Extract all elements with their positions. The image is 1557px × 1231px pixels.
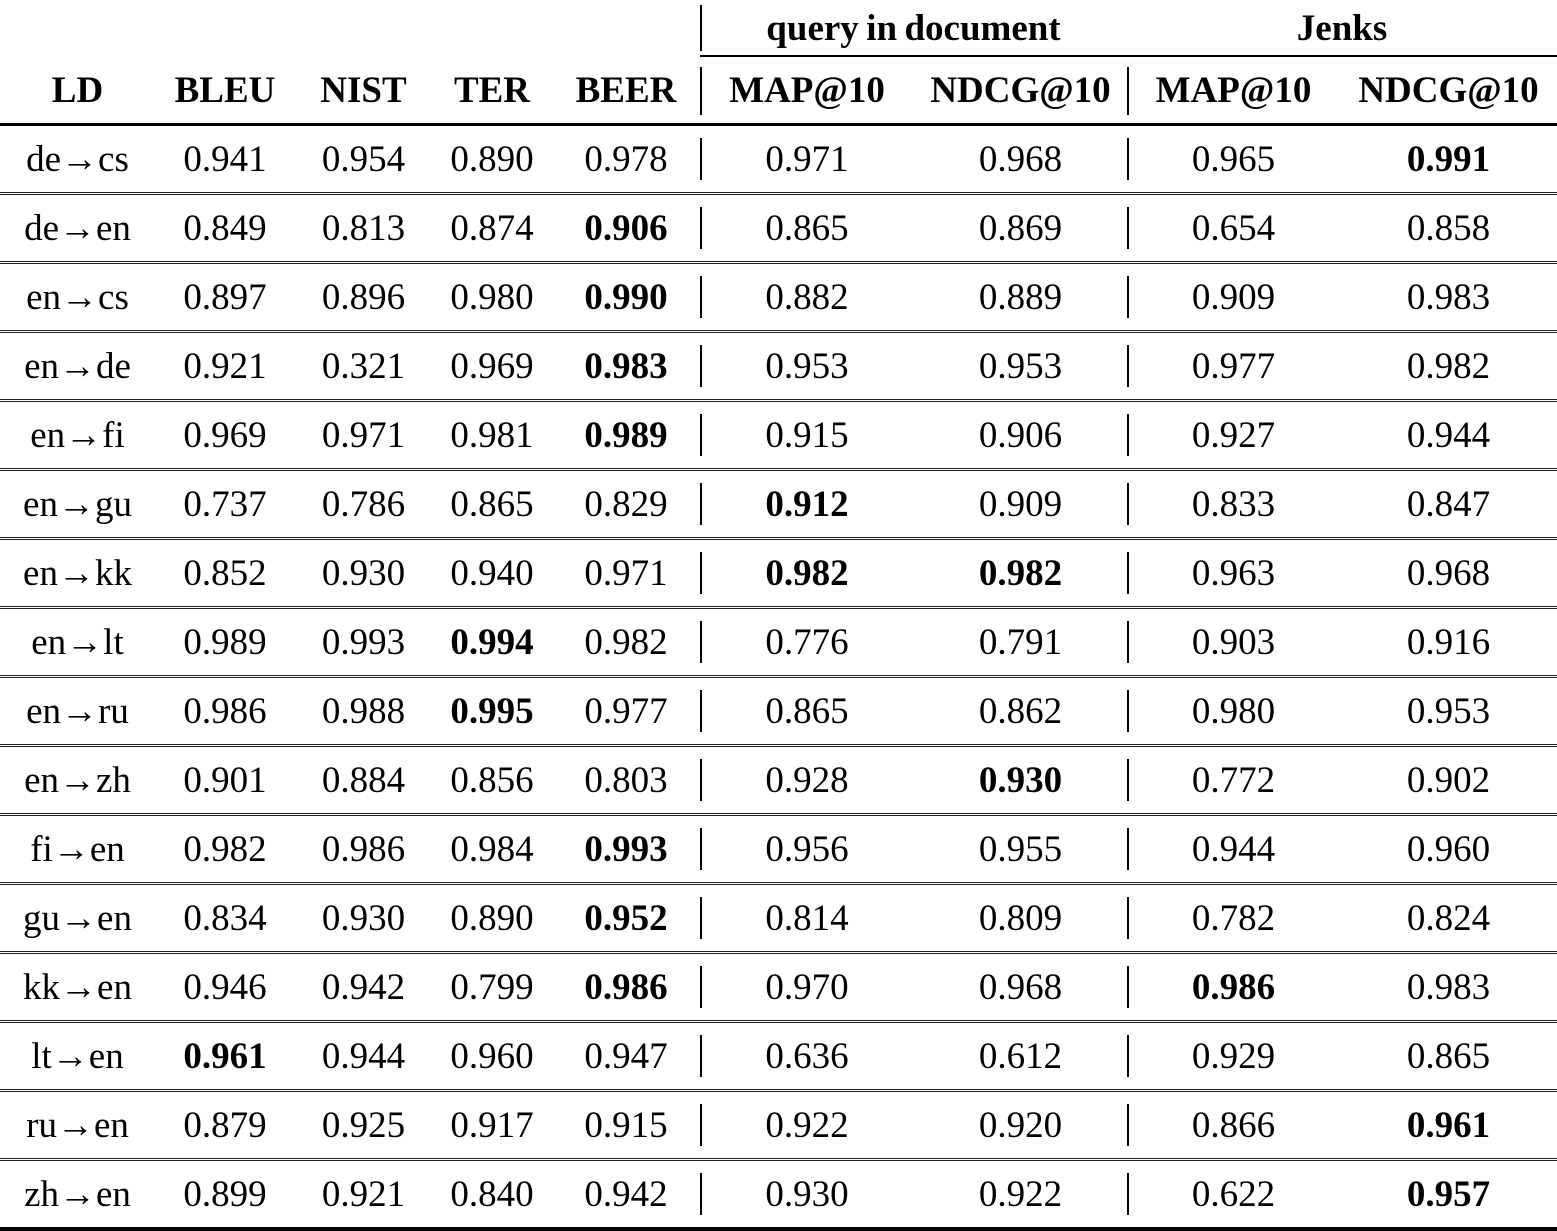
column-header-row (0, 57, 1557, 125)
cell-ter: 0.969 (432, 332, 552, 401)
cell-jenks-ndcg10: 0.865 (1340, 1022, 1557, 1091)
cell-nist: 0.930 (295, 539, 432, 608)
group-header-row (0, 0, 1557, 57)
cell-bleu: 0.941 (155, 125, 295, 194)
column-header-beer: BEER (575, 69, 677, 111)
column-header-ter: TER (453, 69, 531, 111)
cell-bleu: 0.961 (155, 1022, 295, 1091)
cell-jenks-ndcg10: 0.968 (1340, 539, 1557, 608)
cell-jenks-ndcg10: 0.983 (1340, 953, 1557, 1022)
cell-bleu: 0.921 (155, 332, 295, 401)
cell-bleu: 0.737 (155, 470, 295, 539)
cell-qid-ndcg10: 0.955 (914, 815, 1127, 884)
cell-ter: 0.980 (432, 263, 552, 332)
cell-qid-ndcg10: 0.906 (914, 401, 1127, 470)
cell-ld: en→zh (0, 746, 155, 815)
cell-beer: 0.978 (552, 125, 700, 194)
cell-jenks-ndcg10: 0.858 (1340, 194, 1557, 263)
cell-qid-ndcg10: 0.930 (914, 746, 1127, 815)
cell-jenks-map10: 0.833 (1127, 470, 1340, 539)
cell-bleu: 0.899 (155, 1160, 295, 1230)
cell-beer: 0.947 (552, 1022, 700, 1091)
cell-beer: 0.990 (552, 263, 700, 332)
cell-ld: kk→en (0, 953, 155, 1022)
cell-nist: 0.813 (295, 194, 432, 263)
cell-nist: 0.993 (295, 608, 432, 677)
cell-jenks-map10: 0.909 (1127, 263, 1340, 332)
cell-bleu: 0.989 (155, 608, 295, 677)
cell-beer: 0.952 (552, 884, 700, 953)
cell-ter: 0.994 (432, 608, 552, 677)
cell-jenks-map10: 0.782 (1127, 884, 1340, 953)
cell-qid-map10: 0.956 (700, 815, 914, 884)
cell-nist: 0.321 (295, 332, 432, 401)
table-row (0, 194, 1557, 263)
cell-qid-map10: 0.928 (700, 746, 914, 815)
cell-ld: lt→en (0, 1022, 155, 1091)
cell-ter: 0.995 (432, 677, 552, 746)
cell-jenks-ndcg10: 0.983 (1340, 263, 1557, 332)
cell-beer: 0.803 (552, 746, 700, 815)
cell-ter: 0.840 (432, 1160, 552, 1230)
cell-qid-ndcg10: 0.869 (914, 194, 1127, 263)
cell-beer: 0.971 (552, 539, 700, 608)
cell-qid-map10: 0.636 (700, 1022, 914, 1091)
cell-ter: 0.960 (432, 1022, 552, 1091)
cell-jenks-ndcg10: 0.953 (1340, 677, 1557, 746)
cell-qid-ndcg10: 0.953 (914, 332, 1127, 401)
cell-qid-map10: 0.953 (700, 332, 914, 401)
cell-beer: 0.983 (552, 332, 700, 401)
cell-qid-ndcg10: 0.920 (914, 1091, 1127, 1160)
cell-qid-map10: 0.922 (700, 1091, 914, 1160)
cell-jenks-ndcg10: 0.824 (1340, 884, 1557, 953)
cell-qid-ndcg10: 0.889 (914, 263, 1127, 332)
cell-jenks-map10: 0.772 (1127, 746, 1340, 815)
table-row (0, 263, 1557, 332)
cell-qid-map10: 0.912 (700, 470, 914, 539)
cell-ld: en→ru (0, 677, 155, 746)
cell-qid-map10: 0.915 (700, 401, 914, 470)
cell-qid-ndcg10: 0.968 (914, 953, 1127, 1022)
table-row (0, 608, 1557, 677)
column-header-jenks-map10: MAP@10 (1127, 57, 1340, 125)
column-header-qid-ndcg10: NDCG@10 (930, 69, 1111, 111)
cell-bleu: 0.879 (155, 1091, 295, 1160)
cell-qid-ndcg10: 0.862 (914, 677, 1127, 746)
table-row (0, 539, 1557, 608)
cell-beer: 0.982 (552, 608, 700, 677)
cell-nist: 0.786 (295, 470, 432, 539)
cell-jenks-map10: 0.927 (1127, 401, 1340, 470)
cell-qid-map10: 0.882 (700, 263, 914, 332)
table-row (0, 677, 1557, 746)
cell-jenks-map10: 0.654 (1127, 194, 1340, 263)
cell-bleu: 0.982 (155, 815, 295, 884)
cell-nist: 0.942 (295, 953, 432, 1022)
column-header-qid-map10: MAP@10 (700, 57, 914, 125)
cell-jenks-map10: 0.963 (1127, 539, 1340, 608)
cell-qid-map10: 0.930 (700, 1160, 914, 1230)
cell-ld: fi→en (0, 815, 155, 884)
cell-ld: zh→en (0, 1160, 155, 1230)
cell-jenks-map10: 0.903 (1127, 608, 1340, 677)
cell-jenks-map10: 0.929 (1127, 1022, 1340, 1091)
group-header-label: Jenks (1296, 8, 1388, 49)
cell-beer: 0.906 (552, 194, 700, 263)
table-row (0, 815, 1557, 884)
cell-qid-ndcg10: 0.612 (914, 1022, 1127, 1091)
table-row (0, 953, 1557, 1022)
empty-header-cell (295, 0, 432, 57)
cell-bleu: 0.946 (155, 953, 295, 1022)
cell-beer: 0.986 (552, 953, 700, 1022)
cell-qid-ndcg10: 0.809 (914, 884, 1127, 953)
cell-ld: ru→en (0, 1091, 155, 1160)
cell-beer: 0.989 (552, 401, 700, 470)
cell-qid-map10: 0.970 (700, 953, 914, 1022)
cell-jenks-ndcg10: 0.902 (1340, 746, 1557, 815)
cell-ld: en→kk (0, 539, 155, 608)
cell-qid-map10: 0.776 (700, 608, 914, 677)
table-row (0, 746, 1557, 815)
table-row (0, 1091, 1557, 1160)
table-body (0, 125, 1557, 1230)
cell-qid-ndcg10: 0.968 (914, 125, 1127, 194)
cell-ter: 0.865 (432, 470, 552, 539)
cell-ter: 0.856 (432, 746, 552, 815)
cell-beer: 0.993 (552, 815, 700, 884)
column-header-nist: NIST (320, 69, 407, 111)
cell-qid-map10: 0.814 (700, 884, 914, 953)
cell-ld: en→gu (0, 470, 155, 539)
cell-ld: en→de (0, 332, 155, 401)
cell-qid-map10: 0.982 (700, 539, 914, 608)
cell-nist: 0.944 (295, 1022, 432, 1091)
group-header-jenks (1127, 0, 1557, 57)
column-header-ld: LD (51, 69, 104, 111)
cell-jenks-map10: 0.866 (1127, 1091, 1340, 1160)
cell-ld: en→cs (0, 263, 155, 332)
cell-ld: en→lt (0, 608, 155, 677)
table-row (0, 401, 1557, 470)
table-row (0, 125, 1557, 194)
cell-bleu: 0.834 (155, 884, 295, 953)
cell-jenks-ndcg10: 0.982 (1340, 332, 1557, 401)
table-row (0, 332, 1557, 401)
cell-qid-ndcg10: 0.982 (914, 539, 1127, 608)
cell-jenks-ndcg10: 0.847 (1340, 470, 1557, 539)
table-row (0, 1160, 1557, 1230)
cell-nist: 0.930 (295, 884, 432, 953)
column-header-jenks-ndcg10: NDCG@10 (1358, 69, 1539, 111)
cell-ter: 0.940 (432, 539, 552, 608)
cell-nist: 0.896 (295, 263, 432, 332)
cell-jenks-ndcg10: 0.991 (1340, 125, 1557, 194)
cell-ter: 0.799 (432, 953, 552, 1022)
cell-bleu: 0.897 (155, 263, 295, 332)
cell-bleu: 0.969 (155, 401, 295, 470)
cell-qid-map10: 0.971 (700, 125, 914, 194)
cell-qid-ndcg10: 0.909 (914, 470, 1127, 539)
cell-nist: 0.986 (295, 815, 432, 884)
cell-nist: 0.925 (295, 1091, 432, 1160)
column-header-bleu: BLEU (174, 69, 276, 111)
cell-nist: 0.971 (295, 401, 432, 470)
cell-jenks-ndcg10: 0.961 (1340, 1091, 1557, 1160)
table-row (0, 470, 1557, 539)
cell-jenks-ndcg10: 0.960 (1340, 815, 1557, 884)
table-row (0, 884, 1557, 953)
cell-bleu: 0.849 (155, 194, 295, 263)
cell-jenks-ndcg10: 0.916 (1340, 608, 1557, 677)
cell-ld: gu→en (0, 884, 155, 953)
cell-ld: de→en (0, 194, 155, 263)
cell-qid-ndcg10: 0.791 (914, 608, 1127, 677)
cell-jenks-ndcg10: 0.957 (1340, 1160, 1557, 1230)
cell-ter: 0.890 (432, 125, 552, 194)
cell-jenks-map10: 0.965 (1127, 125, 1340, 194)
cell-beer: 0.915 (552, 1091, 700, 1160)
cell-ter: 0.981 (432, 401, 552, 470)
cell-nist: 0.988 (295, 677, 432, 746)
cell-ld: de→cs (0, 125, 155, 194)
empty-header-cell (0, 0, 155, 57)
cell-nist: 0.954 (295, 125, 432, 194)
cell-nist: 0.884 (295, 746, 432, 815)
cell-bleu: 0.986 (155, 677, 295, 746)
cell-qid-map10: 0.865 (700, 194, 914, 263)
cell-jenks-map10: 0.977 (1127, 332, 1340, 401)
cell-bleu: 0.901 (155, 746, 295, 815)
cell-beer: 0.829 (552, 470, 700, 539)
group-header-query-in-document (700, 0, 1127, 57)
cell-jenks-map10: 0.622 (1127, 1160, 1340, 1230)
cell-qid-ndcg10: 0.922 (914, 1160, 1127, 1230)
cell-ter: 0.917 (432, 1091, 552, 1160)
cell-jenks-map10: 0.944 (1127, 815, 1340, 884)
cell-ter: 0.874 (432, 194, 552, 263)
empty-header-cell (432, 0, 552, 57)
cell-jenks-ndcg10: 0.944 (1340, 401, 1557, 470)
empty-header-cell (552, 0, 700, 57)
cell-bleu: 0.852 (155, 539, 295, 608)
group-header-label: query in document (766, 8, 1061, 49)
cell-jenks-map10: 0.986 (1127, 953, 1340, 1022)
cell-ld: en→fi (0, 401, 155, 470)
cell-ter: 0.890 (432, 884, 552, 953)
cell-qid-map10: 0.865 (700, 677, 914, 746)
cell-jenks-map10: 0.980 (1127, 677, 1340, 746)
cell-nist: 0.921 (295, 1160, 432, 1230)
table-row (0, 1022, 1557, 1091)
empty-header-cell (155, 0, 295, 57)
cell-beer: 0.942 (552, 1160, 700, 1230)
cell-ter: 0.984 (432, 815, 552, 884)
cell-beer: 0.977 (552, 677, 700, 746)
